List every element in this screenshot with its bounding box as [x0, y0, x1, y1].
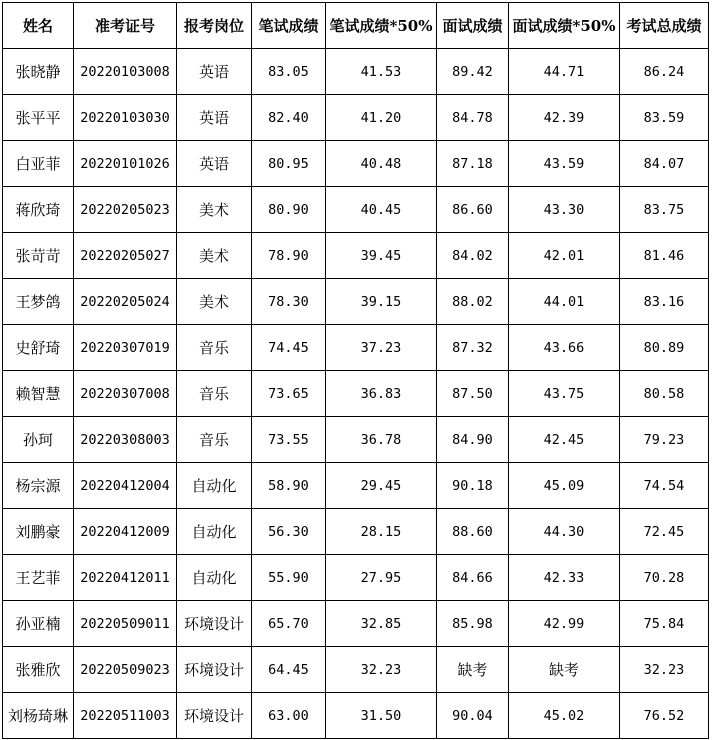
cell-name: 刘鹏豪 — [3, 509, 74, 555]
table-row — [3, 279, 709, 325]
cell-exam-id: 20220511003 — [74, 693, 177, 739]
cell-total-score: 74.54 — [620, 463, 709, 509]
cell-exam-id: 20220509011 — [74, 601, 177, 647]
cell-interview-score: 87.32 — [437, 325, 509, 371]
cell-interview-50: 42.45 — [509, 417, 620, 463]
cell-name: 孙珂 — [3, 417, 74, 463]
cell-name: 蒋欣琦 — [3, 187, 74, 233]
cell-written-50: 27.95 — [326, 555, 437, 601]
cell-written-score: 80.95 — [252, 141, 326, 187]
cell-post: 环境设计 — [177, 693, 252, 739]
table-row — [3, 463, 709, 509]
cell-exam-id: 20220205024 — [74, 279, 177, 325]
cell-total-score: 86.24 — [620, 49, 709, 95]
cell-written-50: 32.23 — [326, 647, 437, 693]
cell-total-score: 79.23 — [620, 417, 709, 463]
cell-written-50: 36.78 — [326, 417, 437, 463]
cell-total-score: 83.75 — [620, 187, 709, 233]
cell-written-score: 55.90 — [252, 555, 326, 601]
header-written-score: 笔试成绩 — [252, 3, 326, 49]
cell-exam-id: 20220205027 — [74, 233, 177, 279]
cell-post: 环境设计 — [177, 647, 252, 693]
cell-interview-50: 43.30 — [509, 187, 620, 233]
cell-interview-50: 44.01 — [509, 279, 620, 325]
cell-post: 英语 — [177, 95, 252, 141]
header-name: 姓名 — [3, 3, 74, 49]
cell-interview-score: 87.50 — [437, 371, 509, 417]
cell-exam-id: 20220307008 — [74, 371, 177, 417]
cell-written-score: 74.45 — [252, 325, 326, 371]
cell-written-score: 56.30 — [252, 509, 326, 555]
cell-post: 自动化 — [177, 555, 252, 601]
cell-exam-id: 20220412004 — [74, 463, 177, 509]
cell-interview-50: 45.09 — [509, 463, 620, 509]
cell-interview-50: 缺考 — [509, 647, 620, 693]
cell-total-score: 80.89 — [620, 325, 709, 371]
table-body — [3, 49, 709, 739]
header-written-50: 笔试成绩*50% — [326, 3, 437, 49]
cell-name: 刘杨琦琳 — [3, 693, 74, 739]
cell-name: 王梦鸽 — [3, 279, 74, 325]
table-row — [3, 693, 709, 739]
cell-total-score: 84.07 — [620, 141, 709, 187]
header-total-score: 考试总成绩 — [620, 3, 709, 49]
cell-written-score: 78.90 — [252, 233, 326, 279]
cell-written-50: 31.50 — [326, 693, 437, 739]
cell-interview-50: 42.39 — [509, 95, 620, 141]
cell-written-50: 41.53 — [326, 49, 437, 95]
table-row — [3, 49, 709, 95]
table-row — [3, 371, 709, 417]
cell-interview-50: 44.71 — [509, 49, 620, 95]
cell-post: 音乐 — [177, 417, 252, 463]
cell-name: 史舒琦 — [3, 325, 74, 371]
table-row — [3, 95, 709, 141]
table-row — [3, 233, 709, 279]
cell-written-score: 80.90 — [252, 187, 326, 233]
cell-interview-50: 43.66 — [509, 325, 620, 371]
cell-interview-score: 缺考 — [437, 647, 509, 693]
cell-interview-score: 90.04 — [437, 693, 509, 739]
cell-name: 白亚菲 — [3, 141, 74, 187]
score-table — [2, 2, 709, 739]
header-row — [3, 3, 709, 49]
cell-name: 张苛苛 — [3, 233, 74, 279]
cell-total-score: 83.16 — [620, 279, 709, 325]
cell-interview-score: 86.60 — [437, 187, 509, 233]
cell-written-score: 63.00 — [252, 693, 326, 739]
cell-interview-50: 43.59 — [509, 141, 620, 187]
cell-interview-score: 84.78 — [437, 95, 509, 141]
cell-exam-id: 20220307019 — [74, 325, 177, 371]
cell-written-50: 40.45 — [326, 187, 437, 233]
cell-written-score: 73.65 — [252, 371, 326, 417]
cell-written-50: 39.15 — [326, 279, 437, 325]
cell-total-score: 75.84 — [620, 601, 709, 647]
cell-total-score: 83.59 — [620, 95, 709, 141]
cell-post: 英语 — [177, 141, 252, 187]
cell-exam-id: 20220509023 — [74, 647, 177, 693]
cell-interview-score: 87.18 — [437, 141, 509, 187]
cell-total-score: 76.52 — [620, 693, 709, 739]
table-row — [3, 325, 709, 371]
cell-written-score: 78.30 — [252, 279, 326, 325]
cell-total-score: 80.58 — [620, 371, 709, 417]
cell-name: 张平平 — [3, 95, 74, 141]
cell-interview-score: 84.66 — [437, 555, 509, 601]
cell-total-score: 70.28 — [620, 555, 709, 601]
cell-name: 赖智慧 — [3, 371, 74, 417]
cell-post: 环境设计 — [177, 601, 252, 647]
cell-written-score: 73.55 — [252, 417, 326, 463]
cell-exam-id: 20220412011 — [74, 555, 177, 601]
header-post: 报考岗位 — [177, 3, 252, 49]
cell-total-score: 81.46 — [620, 233, 709, 279]
cell-written-50: 36.83 — [326, 371, 437, 417]
cell-exam-id: 20220308003 — [74, 417, 177, 463]
cell-total-score: 72.45 — [620, 509, 709, 555]
table-row — [3, 187, 709, 233]
cell-interview-score: 89.42 — [437, 49, 509, 95]
cell-written-score: 58.90 — [252, 463, 326, 509]
cell-exam-id: 20220205023 — [74, 187, 177, 233]
cell-written-score: 83.05 — [252, 49, 326, 95]
cell-interview-50: 42.01 — [509, 233, 620, 279]
cell-written-score: 65.70 — [252, 601, 326, 647]
table-row — [3, 555, 709, 601]
table-row — [3, 417, 709, 463]
cell-exam-id: 20220103008 — [74, 49, 177, 95]
cell-written-50: 29.45 — [326, 463, 437, 509]
cell-written-score: 82.40 — [252, 95, 326, 141]
cell-name: 张雅欣 — [3, 647, 74, 693]
cell-interview-50: 42.99 — [509, 601, 620, 647]
table-row — [3, 647, 709, 693]
cell-post: 自动化 — [177, 463, 252, 509]
cell-post: 音乐 — [177, 371, 252, 417]
cell-written-score: 64.45 — [252, 647, 326, 693]
cell-written-50: 41.20 — [326, 95, 437, 141]
cell-post: 美术 — [177, 233, 252, 279]
cell-interview-50: 44.30 — [509, 509, 620, 555]
cell-interview-50: 43.75 — [509, 371, 620, 417]
cell-written-50: 37.23 — [326, 325, 437, 371]
cell-interview-score: 84.02 — [437, 233, 509, 279]
table-row — [3, 601, 709, 647]
cell-post: 英语 — [177, 49, 252, 95]
cell-name: 张晓静 — [3, 49, 74, 95]
cell-interview-score: 88.02 — [437, 279, 509, 325]
header-interview-50: 面试成绩*50% — [509, 3, 620, 49]
cell-interview-score: 84.90 — [437, 417, 509, 463]
cell-post: 美术 — [177, 187, 252, 233]
cell-name: 孙亚楠 — [3, 601, 74, 647]
cell-name: 杨宗源 — [3, 463, 74, 509]
cell-interview-50: 45.02 — [509, 693, 620, 739]
cell-interview-50: 42.33 — [509, 555, 620, 601]
cell-interview-score: 90.18 — [437, 463, 509, 509]
cell-interview-score: 85.98 — [437, 601, 509, 647]
header-exam-id: 准考证号 — [74, 3, 177, 49]
cell-written-50: 28.15 — [326, 509, 437, 555]
cell-interview-score: 88.60 — [437, 509, 509, 555]
table-row — [3, 141, 709, 187]
table-row — [3, 509, 709, 555]
header-interview-score: 面试成绩 — [437, 3, 509, 49]
cell-written-50: 32.85 — [326, 601, 437, 647]
cell-name: 王艺菲 — [3, 555, 74, 601]
cell-total-score: 32.23 — [620, 647, 709, 693]
cell-exam-id: 20220103030 — [74, 95, 177, 141]
cell-post: 美术 — [177, 279, 252, 325]
cell-post: 音乐 — [177, 325, 252, 371]
cell-exam-id: 20220412009 — [74, 509, 177, 555]
cell-written-50: 39.45 — [326, 233, 437, 279]
cell-post: 自动化 — [177, 509, 252, 555]
cell-written-50: 40.48 — [326, 141, 437, 187]
cell-exam-id: 20220101026 — [74, 141, 177, 187]
